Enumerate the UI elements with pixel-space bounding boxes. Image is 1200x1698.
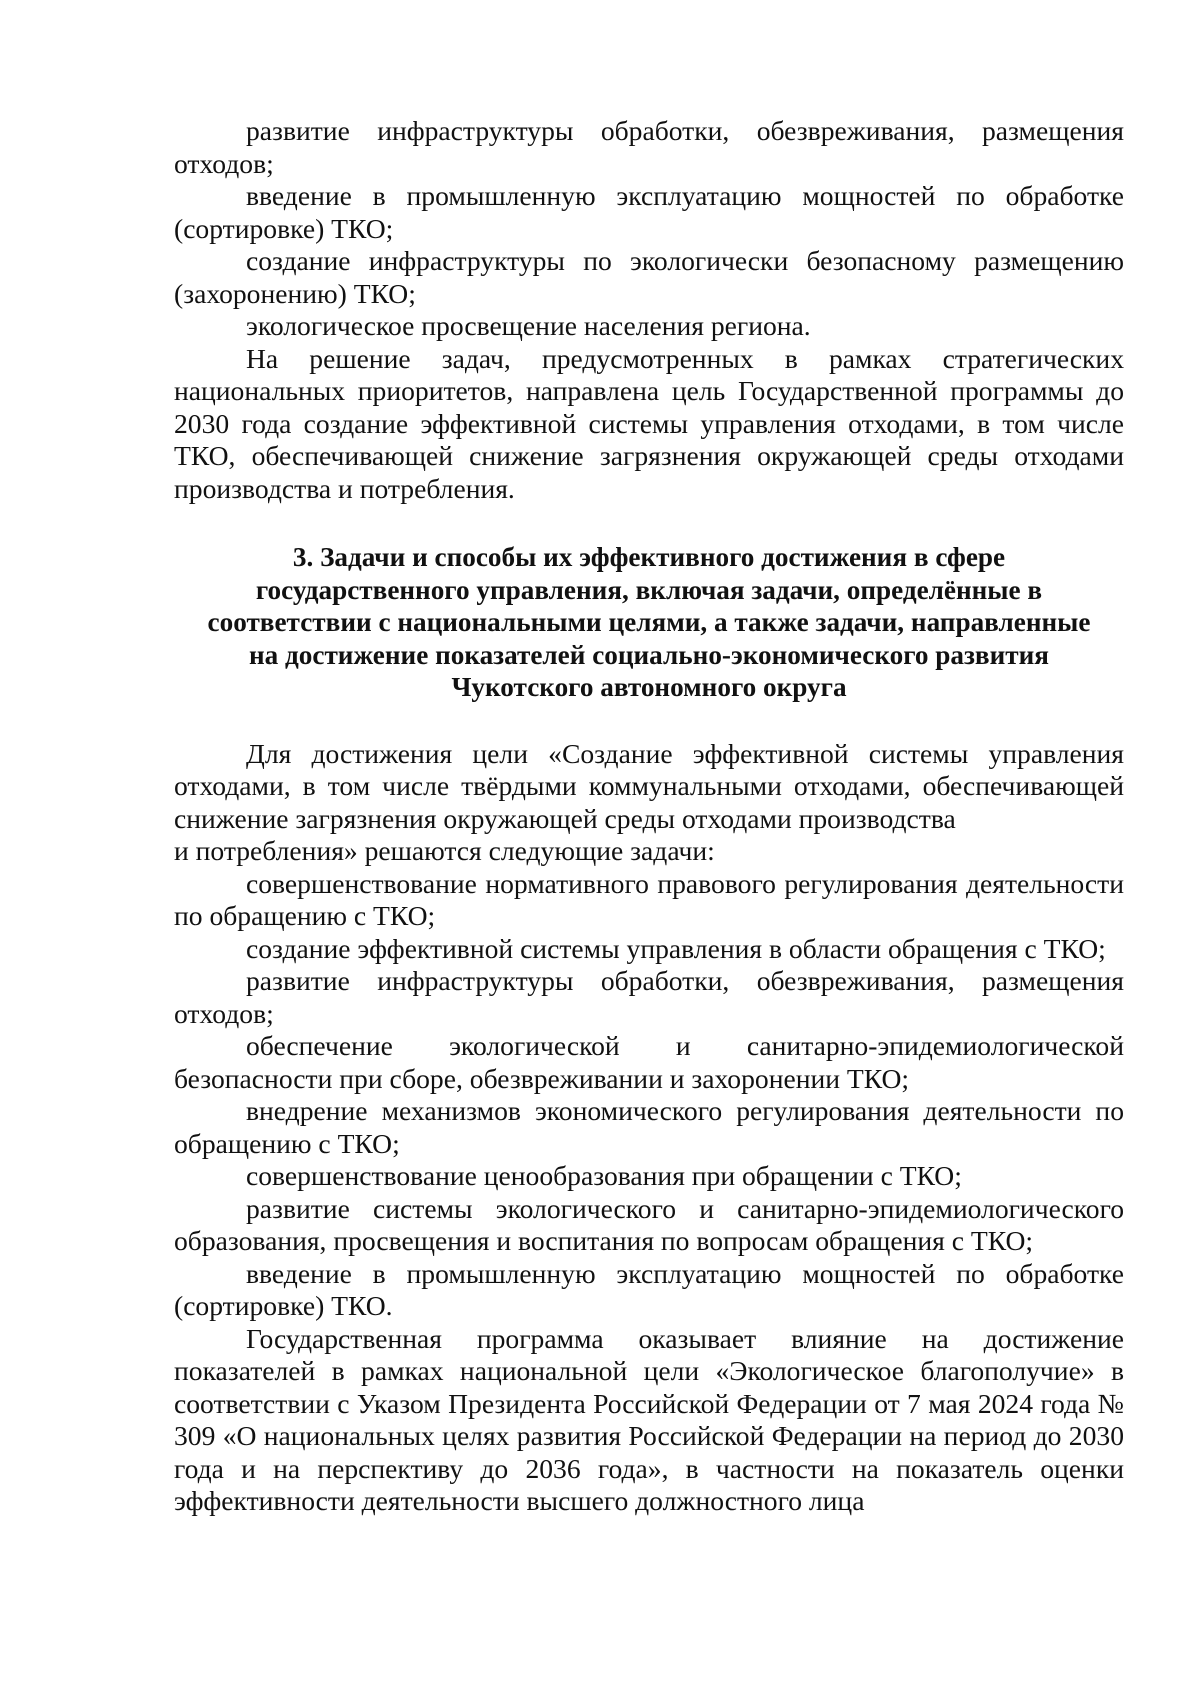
goal-paragraph: Для достижения цели «Создание эффективной системы управления отходами, в том числе твёрдыми коммунальными отходами, обеспечивающей снижение загрязнения окружающей среды отходами производства: [174, 737, 1124, 834]
task-item: развитие инфраструктуры обработки, обезвреживания, размещения отходов;: [174, 965, 1124, 1029]
section-heading-line: на достижение показателей социально-экономического развития: [248, 639, 1050, 670]
task-item: совершенствование нормативного правового регулирования деятельности по обращению с ТКО;: [174, 867, 1124, 932]
intro-paragraph: На решение задач, предусмотренных в рамках стратегических национальных приоритетов, направлена цель Государственной программы до 2030 года создание эффективной системы управления отходами, в том числе ТКО, обеспечивающей снижение загрязнения окружающей среды отходами производства и потребления.: [174, 342, 1124, 504]
task-item: внедрение механизмов экономического регулирования деятельности по обращению с ТКО;: [174, 1095, 1124, 1159]
task-item: обеспечение экологической и санитарно-эпидемиологической безопасности при сборе, обезвреживании и захоронении ТКО;: [174, 1030, 1124, 1094]
closing-paragraph: Государственная программа оказывает влияние на достижение показателей в рамках национальной цели «Экологическое благополучие» в соответствии с Указом Президента Российской Федерации от 7 мая 2024 года № 309 «О национальных целях развития Российской Федерации на период до 2030 года и на перспективу до 2036 года», в частности на показатель оценки эффективности деятельности высшего должностного лица: [174, 1322, 1124, 1517]
task-item: развитие системы экологического и санитарно-эпидемиологического образования, просвещения и воспитания по вопросам обращения с ТКО;: [174, 1192, 1124, 1257]
document-page: [174, 115, 1124, 1518]
intro-item-2: введение в промышленную эксплуатацию мощностей по обработке (сортировке) ТКО;: [174, 180, 1124, 244]
section-heading-line: государственного управления, включая задачи, определённые в: [255, 574, 1043, 605]
intro-item-4: экологическое просвещение населения региона.: [246, 310, 811, 341]
task-item: создание эффективной системы управления в области обращения с ТКО;: [246, 932, 1106, 964]
goal-paragraph-continuation: и потребления» решаются следующие задачи:: [174, 835, 715, 867]
section-heading-line: соответствии с национальными целями, а также задачи, направленные: [207, 607, 1091, 638]
intro-item-3: создание инфраструктуры по экологически безопасному размещению (захоронению) ТКО;: [174, 245, 1124, 309]
task-item: введение в промышленную эксплуатацию мощностей по обработке (сортировке) ТКО.: [174, 1257, 1124, 1322]
task-item: совершенствование ценообразования при обращении с ТКО;: [246, 1160, 962, 1192]
section-heading: [174, 541, 1124, 704]
intro-item-1: развитие инфраструктуры обработки, обезвреживания, размещения отходов;: [174, 115, 1124, 179]
section-heading-line: 3. Задачи и способы их эффективного достижения в сфере: [292, 542, 1006, 572]
section-heading-line: Чукотского автономного округа: [451, 672, 847, 703]
